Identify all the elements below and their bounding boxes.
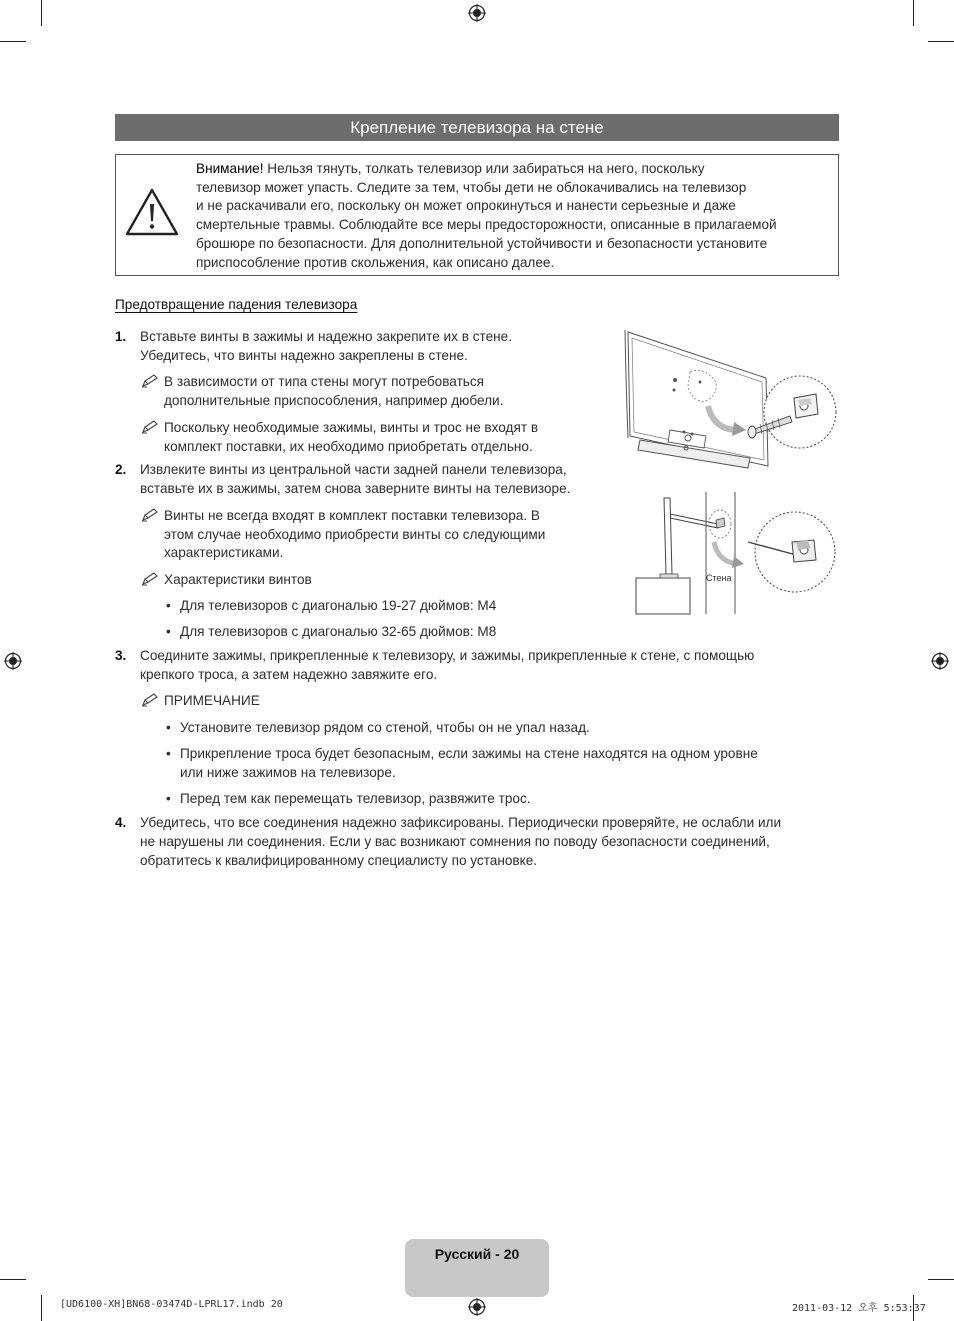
warning-line: брошюре по безопасности. Для дополнительной устойчивости и безопасности установите — [196, 235, 768, 251]
bullet-text: Установите телевизор рядом со стеной, чтобы он не упал назад. — [180, 720, 590, 735]
step-number: 4. — [115, 815, 127, 830]
page-number: Русский - 20 — [434, 1246, 520, 1262]
crop-mark — [913, 0, 914, 26]
step-text: не нарушены ли соединения. Если у вас возникают сомнения по поводу безопасности соединений, — [140, 834, 770, 849]
note-text: Характеристики винтов — [164, 572, 312, 587]
pencil-note-icon — [141, 374, 159, 388]
pencil-note-icon — [141, 420, 159, 434]
step-number: 2. — [115, 462, 127, 477]
registration-mark-icon — [4, 652, 22, 670]
registration-mark-icon — [931, 652, 949, 670]
warning-box — [115, 154, 839, 276]
tv-wall-side-illustration — [632, 492, 838, 618]
wall-label: Стена — [706, 573, 732, 583]
warning-line: Нельзя тянуть, толкать телевизор или забираться на него, поскольку — [263, 161, 705, 176]
bullet-text: или ниже зажимов на телевизоре. — [180, 765, 396, 780]
bullet-dot: • — [166, 598, 171, 613]
pencil-note-icon — [141, 572, 159, 586]
warning-line: телевизор может упасть. Следите за тем, чтобы дети не облокачивались на телевизор — [196, 179, 747, 195]
note-text: Винты не всегда входят в комплект поставки телевизора. В — [164, 508, 540, 523]
bullet-dot: • — [166, 746, 171, 761]
step-text: вставьте их в зажимы, затем снова заверните винты на телевизоре. — [140, 481, 571, 496]
note-text: этом случае необходимо приобрести винты со следующими — [164, 527, 546, 542]
step-text: Соедините зажимы, прикрепленные к телевизору, и зажимы, прикрепленные к стене, с помощью — [140, 648, 755, 663]
print-timestamp: 2011-03-12 오후 5:53:37 — [792, 1303, 926, 1314]
note-text: комплект поставки, их необходимо приобретать отдельно. — [164, 439, 533, 454]
warning-triangle-icon — [124, 187, 180, 237]
step-text: Убедитесь, что все соединения надежно зафиксированы. Периодически проверяйте, не ослабли или — [140, 815, 782, 830]
crop-mark — [928, 41, 954, 42]
bullet-text: Перед тем как перемещать телевизор, развяжите трос. — [180, 791, 531, 806]
note-text: В зависимости от типа стены могут потребоваться — [164, 374, 485, 389]
step-text: Вставьте винты в зажимы и надежно закрепите их в стене. — [140, 329, 512, 344]
step-text: крепкого троса, а затем надежно завяжите его. — [140, 667, 438, 682]
pencil-note-icon — [141, 508, 159, 522]
tv-back-clamp-illustration — [620, 326, 838, 474]
file-info: [UD6100-XH]BN68-03474D-LPRL17.indb 20 — [60, 1299, 283, 1310]
step-text: Извлеките винты из центральной части задней панели телевизора, — [140, 462, 567, 477]
pencil-note-icon — [141, 693, 159, 707]
registration-mark-icon — [468, 1298, 486, 1316]
note-text: дополнительные приспособления, например дюбели. — [164, 393, 504, 408]
bullet-text: Для телевизоров с диагональю 32-65 дюймов: M8 — [180, 624, 497, 639]
warning-line: смертельные травмы. Соблюдайте все меры предосторожности, описанные в прилагаемой — [196, 217, 777, 233]
note-label: ПРИМЕЧАНИЕ — [164, 693, 260, 708]
warning-line: и не раскачивали его, поскольку он может опрокинуться и нанести серьезные и даже — [196, 198, 736, 214]
bullet-dot: • — [166, 791, 171, 806]
subheading: Предотвращение падения телевизора — [115, 297, 358, 312]
bullet-text: Для телевизоров с диагональю 19-27 дюймов: M4 — [180, 598, 497, 613]
crop-mark — [0, 41, 26, 42]
section-title: Крепление телевизора на стене — [115, 114, 839, 141]
note-text: характеристиками. — [164, 545, 284, 560]
step-text: обратитесь к квалифицированному специалисту по установке. — [140, 853, 538, 868]
warning-line: приспособление против скольжения, как описано далее. — [196, 254, 555, 270]
bullet-dot: • — [166, 720, 171, 735]
bullet-text: Прикрепление троса будет безопасным, если зажимы на стене находятся на одном уровне — [180, 746, 758, 761]
crop-mark — [928, 1279, 954, 1280]
step-number: 3. — [115, 648, 127, 663]
warning-text — [196, 160, 826, 272]
warning-label: Внимание! — [196, 161, 264, 176]
crop-mark — [41, 0, 42, 26]
registration-mark-icon — [468, 4, 486, 22]
step-text: Убедитесь, что винты надежно закреплены в стене. — [140, 348, 468, 363]
crop-mark — [41, 1295, 42, 1321]
crop-mark — [0, 1279, 26, 1280]
note-text: Поскольку необходимые зажимы, винты и трос не входят в — [164, 420, 539, 435]
step-number: 1. — [115, 329, 127, 344]
bullet-dot: • — [166, 624, 171, 639]
